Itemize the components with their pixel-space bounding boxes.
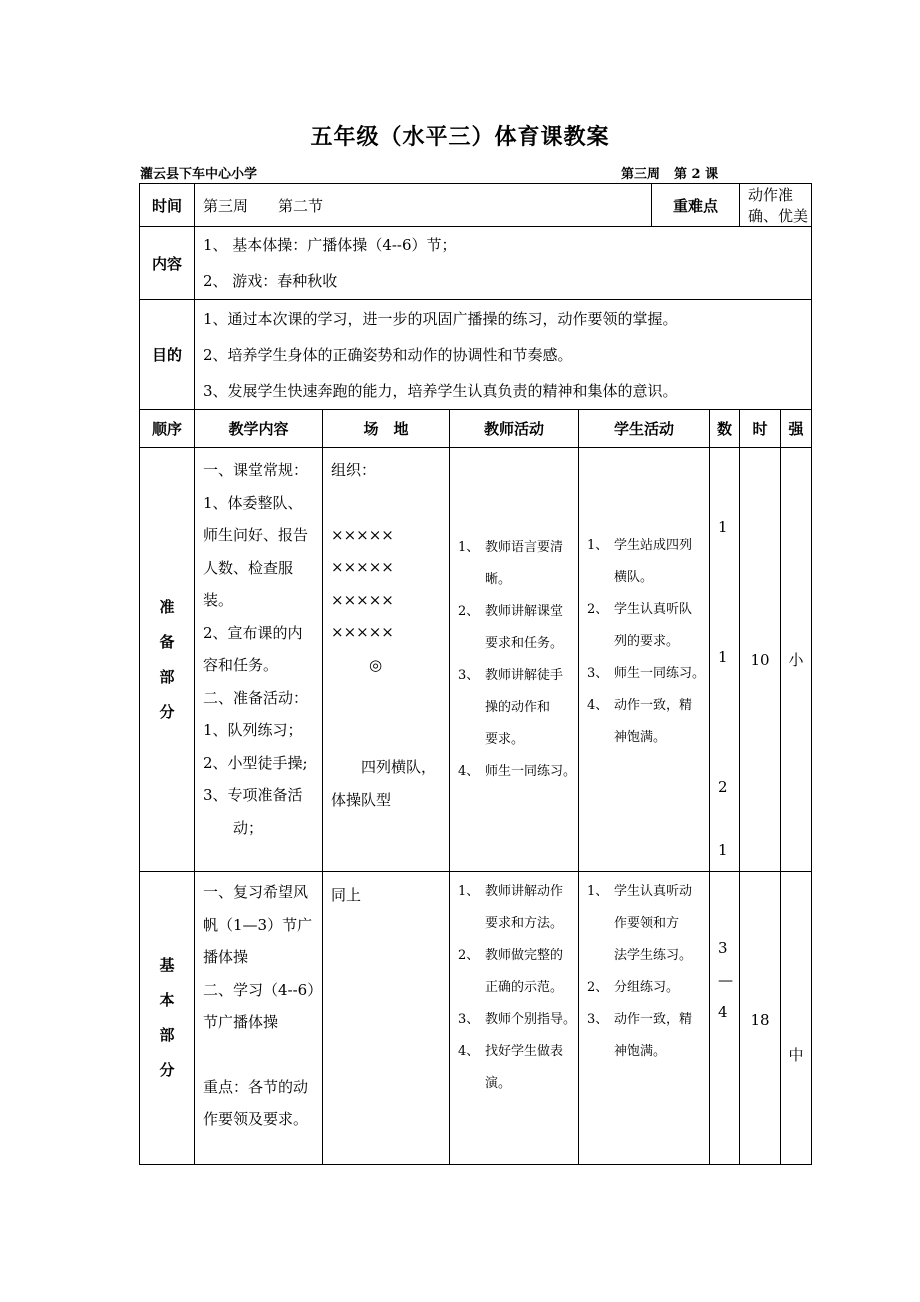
- list-item: 3、 教师个别指导。: [458, 1012, 577, 1027]
- goal-lines: [195, 300, 812, 410]
- list-item: 1、 教师讲解动作 要求和方法。: [458, 884, 564, 931]
- list-item: 1、 学生认真听动 作要领和方 法学生练习。: [587, 884, 693, 963]
- list-item: 3、 师生一同练习。: [587, 665, 706, 681]
- teaching-content: 一、复习希望风 帆（1—3）节广 播体操 二、学习（4--6） 节广播体操 重点：各节的动 作要领及要求。: [195, 872, 323, 1165]
- count-cell: 3 — 4: [710, 872, 740, 1165]
- teaching-content: 一、课堂常规： 1、体委整队、 师生问好、报告 人数、检查服装。 2、宣布课的内 容和任务。 二、准备活动： 1、队列练习； 2、小型徒手操; 3、专项准备活 动；: [195, 448, 323, 872]
- header-count: 数: [710, 410, 740, 448]
- time-value: 第三周 第二节: [195, 184, 652, 227]
- section-label: 基 本 部 分: [140, 872, 195, 1165]
- list-item: 3、 动作一致，精 神饱满。: [587, 1012, 693, 1059]
- student-activity: [579, 872, 710, 1165]
- school-name: 灌云县下车中心小学: [140, 167, 258, 182]
- content-label: 内容: [140, 227, 195, 300]
- header-venue: 场 地: [323, 410, 450, 448]
- time-cell: 10: [740, 448, 781, 872]
- list-item: 4、 动作一致，精 神饱满。: [587, 697, 693, 745]
- key-points-value: 动作准确、优美: [740, 184, 812, 227]
- teacher-mark-icon: ◎: [369, 655, 383, 674]
- venue: 同上: [323, 872, 450, 1165]
- count-cell: 1 1 2 1: [710, 448, 740, 872]
- content-lines: [195, 227, 812, 300]
- formation-row: ×××××: [331, 525, 394, 544]
- lesson-label: 第 2 课: [674, 167, 719, 182]
- intensity-cell: 小: [781, 448, 812, 872]
- section-basic: [140, 872, 812, 1165]
- goal-line: 3、发展学生快速奔跑的能力，培养学生认真负责的精神和集体的意识。: [203, 381, 678, 400]
- goal-line: 2、培养学生身体的正确姿势和动作的协调性和节奏感。: [203, 345, 573, 364]
- header-order: 顺序: [140, 410, 195, 448]
- section-label: 准 备 部 分: [140, 448, 195, 872]
- list-item: 2、 教师做完整的 正确的示范。: [458, 948, 564, 995]
- header-content: 教学内容: [195, 410, 323, 448]
- week-label: 第三周: [621, 167, 661, 182]
- intensity-cell: 中: [781, 872, 812, 1165]
- list-item: 1、 学生站成四列 横队。: [587, 537, 693, 585]
- list-item: 4、 师生一同练习。: [458, 763, 577, 779]
- section-preparation: [140, 448, 812, 872]
- goal-label: 目的: [140, 300, 195, 410]
- list-item: 2、 分组练习。: [587, 980, 680, 995]
- lesson-plan-table: [139, 183, 812, 1165]
- teacher-activity: [450, 872, 579, 1165]
- formation-row: ×××××: [331, 623, 394, 641]
- header-time: 时: [740, 410, 781, 448]
- list-item: 4、 找好学生做表 演。: [458, 1044, 564, 1091]
- time-cell: 18: [740, 872, 781, 1165]
- key-points-label: 重难点: [652, 184, 740, 227]
- content-line: 2、 游戏：春种秋收: [203, 272, 338, 290]
- time-label: 时间: [140, 184, 195, 227]
- list-item: 2、 学生认真听队 列的要求。: [587, 601, 693, 649]
- student-activity: [579, 448, 710, 872]
- week-lesson: [621, 163, 732, 182]
- header-student: 学生活动: [579, 410, 710, 448]
- formation-row: ×××××: [331, 558, 394, 576]
- goal-line: 1、通过本次课的学习，进一步的巩固广播操的练习，动作要领的掌握。: [203, 309, 678, 328]
- venue: 组织： ××××× ××××× ××××× ××××× ◎ 四列横队， 体操队型: [323, 448, 450, 872]
- header-intensity: 强: [781, 410, 812, 448]
- header-teacher: 教师活动: [450, 410, 579, 448]
- list-item: 3、 教师讲解徒手 操的动作和 要求。: [458, 667, 564, 747]
- page-title: 五年级（水平三）体育课教案: [310, 124, 610, 150]
- list-item: 2、 教师讲解课堂 要求和任务。: [458, 603, 564, 651]
- list-item: 1、 教师语言要清 晰。: [458, 539, 564, 587]
- teacher-activity: [450, 448, 579, 872]
- formation-row: ×××××: [331, 590, 394, 609]
- header-row: [140, 410, 812, 448]
- content-line: 1、 基本体操：广播体操（4--6）节；: [203, 236, 457, 254]
- row-time: [140, 184, 812, 227]
- row-goal: [140, 300, 812, 410]
- row-content: [140, 227, 812, 300]
